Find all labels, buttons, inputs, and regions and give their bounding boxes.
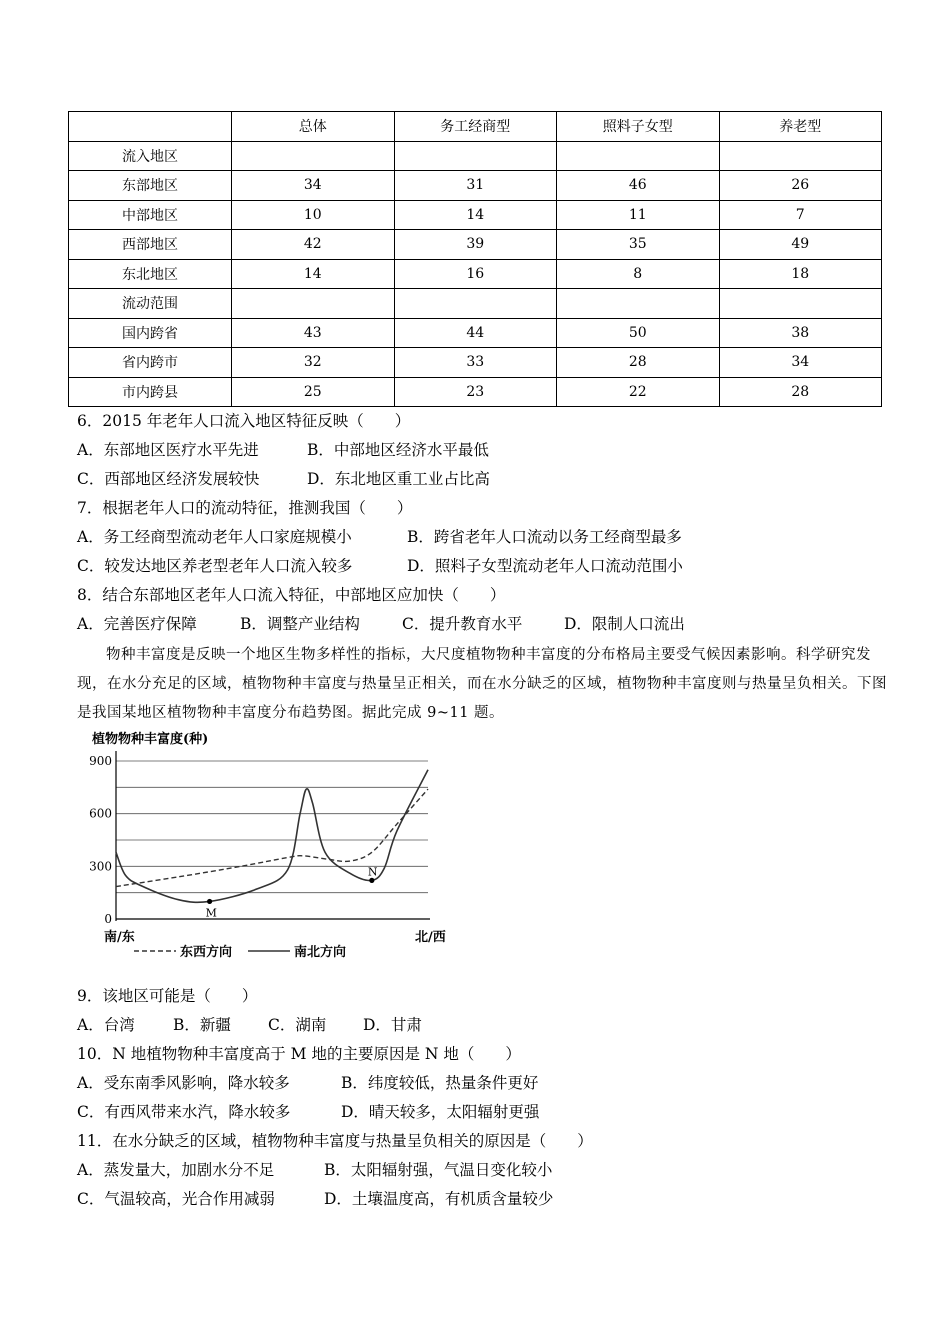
table-cell xyxy=(557,289,720,319)
question-10-options-row2 xyxy=(77,1102,539,1122)
table-row xyxy=(69,348,882,378)
table-row xyxy=(69,141,882,171)
y-axis-label: 植物物种丰富度(种) xyxy=(92,732,209,747)
table-cell: 14 xyxy=(232,259,395,289)
point-label-N: N xyxy=(367,865,378,879)
q10-option-d[interactable]: D．晴天较多，太阳辐射更强 xyxy=(341,1103,540,1121)
table-cell: 25 xyxy=(232,377,395,407)
q9-option-c[interactable]: C．湖南 xyxy=(268,1016,327,1034)
q6-option-c[interactable]: C．西部地区经济发展较快 xyxy=(77,470,260,488)
table-row-label: 西部地区 xyxy=(69,230,232,260)
series-east-west-line xyxy=(116,789,428,886)
q7-option-d[interactable]: D．照料子女型流动老年人口流动范围小 xyxy=(407,557,683,575)
q6-option-b[interactable]: B．中部地区经济水平最低 xyxy=(307,441,489,459)
table-cell: 32 xyxy=(232,348,395,378)
x-end-label: 北/西 xyxy=(415,930,446,945)
table-cell: 28 xyxy=(557,348,720,378)
table-header-cell xyxy=(69,112,232,142)
table-cell: 7 xyxy=(719,200,882,230)
y-tick-labels xyxy=(89,754,112,926)
q8-option-a[interactable]: A．完善医疗保障 xyxy=(77,615,197,633)
y-tick-label: 0 xyxy=(104,912,112,926)
table-cell: 39 xyxy=(394,230,557,260)
question-10-stem: 10．N 地植物物种丰富度高于 M 地的主要原因是 N 地（ ） xyxy=(77,1045,521,1063)
q10-option-c[interactable]: C．有西风带来水汽，降水较多 xyxy=(77,1103,291,1121)
table-cell: 10 xyxy=(232,200,395,230)
species-richness-chart xyxy=(82,725,462,965)
table-cell: 14 xyxy=(394,200,557,230)
question-8-stem: 8．结合东部地区老年人口流入特征，中部地区应加快（ ） xyxy=(77,586,506,604)
q8-option-c[interactable]: C．提升教育水平 xyxy=(402,615,523,633)
question-7-stem: 7．根据老年人口的流动特征，推测我国（ ） xyxy=(77,499,413,517)
legend-north-south: 南北方向 xyxy=(294,945,347,960)
table-row xyxy=(69,289,882,319)
y-tick-label: 600 xyxy=(89,806,112,821)
table-row-label: 东部地区 xyxy=(69,171,232,201)
q7-option-a[interactable]: A．务工经商型流动老年人口家庭规模小 xyxy=(77,528,352,546)
question-6-options-row1 xyxy=(77,440,489,460)
q11-option-c[interactable]: C．气温较高，光合作用减弱 xyxy=(77,1190,275,1208)
q10-option-a[interactable]: A．受东南季风影响，降水较多 xyxy=(77,1074,290,1092)
point-marker-N xyxy=(369,878,374,883)
table-row-label: 省内跨市 xyxy=(69,348,232,378)
table-cell: 43 xyxy=(232,318,395,348)
table-row xyxy=(69,377,882,407)
y-tick-label: 900 xyxy=(89,754,112,768)
y-tick-label: 300 xyxy=(89,859,112,874)
question-11-stem: 11．在水分缺乏的区域，植物物种丰富度与热量呈负相关的原因是（ ） xyxy=(77,1132,593,1150)
table-row-label: 中部地区 xyxy=(69,200,232,230)
passage-text: 物种丰富度是反映一个地区生物多样性的指标，大尺度植物物种丰富度的分布格局主要受气候因素影响。科学研究发现，在水分充足的区域，植物物种丰富度与热量呈正相关，而在水分缺乏的区域，植物物种丰富度则与热量呈负相关。下图是我国某地区植物物种丰富度分布趋势图。据此完成 9~11 题。 xyxy=(77,647,887,721)
question-11-options-row2 xyxy=(77,1189,553,1209)
table-row xyxy=(69,259,882,289)
table-row xyxy=(69,318,882,348)
point-marker-M xyxy=(207,899,212,904)
table-cell xyxy=(719,289,882,319)
table-cell xyxy=(394,141,557,171)
table-cell: 33 xyxy=(394,348,557,378)
table-cell xyxy=(394,289,557,319)
q7-option-c[interactable]: C．较发达地区养老型老年人口流入较多 xyxy=(77,557,353,575)
table-row xyxy=(69,200,882,230)
q6-option-a[interactable]: A．东部地区医疗水平先进 xyxy=(77,441,259,459)
q9-option-b[interactable]: B．新疆 xyxy=(173,1016,231,1034)
question-9-options xyxy=(77,1015,422,1035)
question-6-options-row2 xyxy=(77,469,490,489)
table-cell: 16 xyxy=(394,259,557,289)
table-cell: 26 xyxy=(719,171,882,201)
point-label-M: M xyxy=(205,906,217,920)
q6-option-d[interactable]: D．东北地区重工业占比高 xyxy=(307,470,490,488)
table-header-cell: 务工经商型 xyxy=(394,112,557,142)
table-cell: 49 xyxy=(719,230,882,260)
q9-option-a[interactable]: A．台湾 xyxy=(77,1016,135,1034)
q11-option-a[interactable]: A．蒸发量大，加剧水分不足 xyxy=(77,1161,275,1179)
question-7-options-row1 xyxy=(77,527,682,547)
table-cell: 34 xyxy=(719,348,882,378)
q8-option-d[interactable]: D．限制人口流出 xyxy=(564,615,685,633)
table-cell: 50 xyxy=(557,318,720,348)
table-cell: 18 xyxy=(719,259,882,289)
table-cell: 46 xyxy=(557,171,720,201)
migration-table xyxy=(68,111,882,407)
table-cell xyxy=(719,141,882,171)
q7-option-b[interactable]: B．跨省老年人口流动以务工经商型最多 xyxy=(407,528,682,546)
q8-option-b[interactable]: B．调整产业结构 xyxy=(240,615,360,633)
question-8-options xyxy=(77,614,685,634)
question-11-options-row1 xyxy=(77,1160,552,1180)
q9-option-d[interactable]: D．甘肃 xyxy=(363,1016,422,1034)
table-header-cell: 养老型 xyxy=(719,112,882,142)
table-row xyxy=(69,230,882,260)
table-cell xyxy=(232,141,395,171)
question-6-stem: 6．2015 年老年人口流入地区特征反映（ ） xyxy=(77,412,411,430)
series-north-south-line xyxy=(116,770,428,903)
table-cell: 22 xyxy=(557,377,720,407)
table-row xyxy=(69,171,882,201)
q11-option-d[interactable]: D．土壤温度高，有机质含量较少 xyxy=(324,1190,554,1208)
table-row-label: 流动范围 xyxy=(69,289,232,319)
table-row-label: 东北地区 xyxy=(69,259,232,289)
table-cell: 23 xyxy=(394,377,557,407)
legend-east-west: 东西方向 xyxy=(180,945,233,960)
question-10-options-row1 xyxy=(77,1073,538,1093)
table-row-label: 国内跨省 xyxy=(69,318,232,348)
table-header-cell: 照料子女型 xyxy=(557,112,720,142)
table-cell: 35 xyxy=(557,230,720,260)
table-header-cell: 总体 xyxy=(232,112,395,142)
table-cell: 8 xyxy=(557,259,720,289)
table-cell: 42 xyxy=(232,230,395,260)
table-cell xyxy=(232,289,395,319)
question-7-options-row2 xyxy=(77,556,683,576)
table-cell: 38 xyxy=(719,318,882,348)
x-start-label: 南/东 xyxy=(104,930,135,945)
table-cell: 11 xyxy=(557,200,720,230)
table-header-row xyxy=(69,112,882,142)
table-cell: 34 xyxy=(232,171,395,201)
q10-option-b[interactable]: B．纬度较低，热量条件更好 xyxy=(341,1074,539,1092)
table-cell: 31 xyxy=(394,171,557,201)
table-cell: 28 xyxy=(719,377,882,407)
question-9-stem: 9．该地区可能是（ ） xyxy=(77,987,258,1005)
table-row-label: 流入地区 xyxy=(69,141,232,171)
q11-option-b[interactable]: B．太阳辐射强，气温日变化较小 xyxy=(324,1161,553,1179)
table-cell: 44 xyxy=(394,318,557,348)
table-row-label: 市内跨县 xyxy=(69,377,232,407)
table-cell xyxy=(557,141,720,171)
